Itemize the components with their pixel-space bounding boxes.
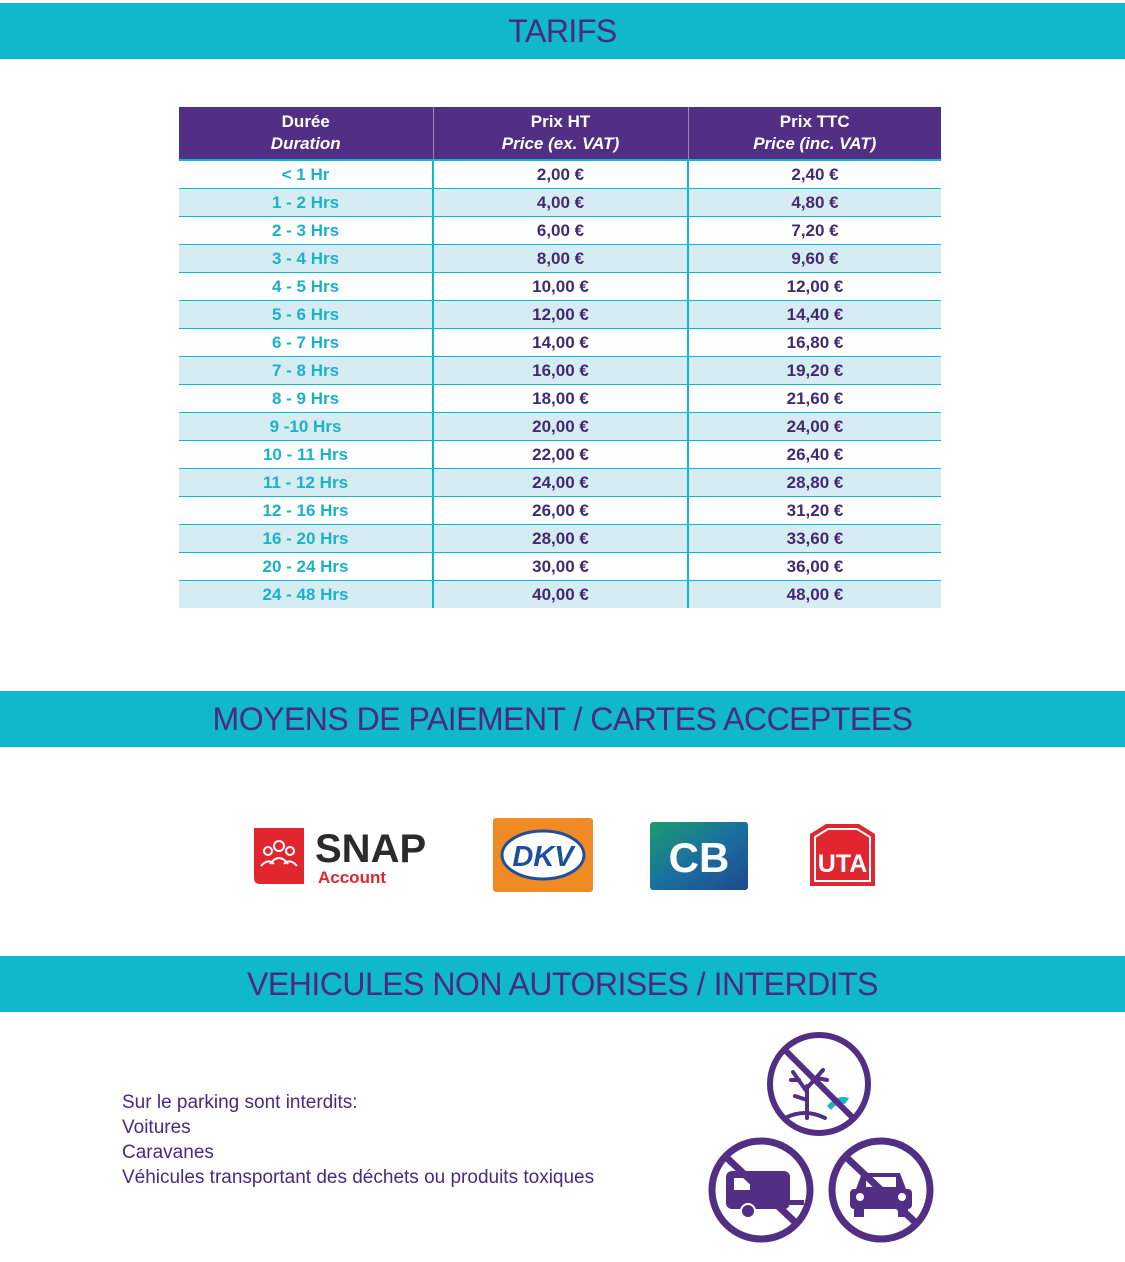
price-ttc-cell: 48,00 € <box>688 581 941 609</box>
price-ht-cell: 22,00 € <box>433 441 688 469</box>
tariff-row <box>179 160 941 189</box>
duration-cell: 20 - 24 Hrs <box>179 553 433 581</box>
tariff-row <box>179 245 941 273</box>
price-ttc-cell: 24,00 € <box>688 413 941 441</box>
tariff-header-row <box>179 107 941 160</box>
price-ht-cell: 12,00 € <box>433 301 688 329</box>
tariff-row <box>179 441 941 469</box>
cb-name: CB <box>668 834 730 881</box>
tariff-row <box>179 189 941 217</box>
price-ht-cell: 16,00 € <box>433 357 688 385</box>
price-ht-cell: 6,00 € <box>433 217 688 245</box>
duration-cell: 10 - 11 Hrs <box>179 441 433 469</box>
tarifs-title: TARIFS <box>508 12 617 49</box>
duration-cell: 11 - 12 Hrs <box>179 469 433 497</box>
snap-people-icon <box>254 828 304 884</box>
price-ht-cell: 8,00 € <box>433 245 688 273</box>
duration-cell: 24 - 48 Hrs <box>179 581 433 609</box>
header-duration-fr: Durée <box>281 112 330 131</box>
price-ttc-cell: 21,60 € <box>688 385 941 413</box>
tariff-row <box>179 469 941 497</box>
uta-name: UTA <box>817 850 868 878</box>
price-ttc-cell: 33,60 € <box>688 525 941 553</box>
price-ht-cell: 14,00 € <box>433 329 688 357</box>
duration-cell: 7 - 8 Hrs <box>179 357 433 385</box>
cb-logo <box>650 822 748 890</box>
duration-cell: 8 - 9 Hrs <box>179 385 433 413</box>
duration-cell: < 1 Hr <box>179 160 433 189</box>
price-ttc-cell: 19,20 € <box>688 357 941 385</box>
dkv-name: DKV <box>512 841 574 873</box>
tariff-row <box>179 301 941 329</box>
forbidden-item-caravans: Caravanes <box>122 1142 214 1163</box>
price-ttc-cell: 16,80 € <box>688 329 941 357</box>
duration-cell: 2 - 3 Hrs <box>179 217 433 245</box>
payment-banner <box>0 691 1125 747</box>
no-car-icon <box>826 1137 936 1243</box>
vehicles-banner <box>0 956 1125 1012</box>
header-price-ht-fr: Prix HT <box>530 112 591 131</box>
price-ttc-cell: 9,60 € <box>688 245 941 273</box>
tariff-table <box>179 107 941 608</box>
header-price-ttc <box>688 107 941 160</box>
tariff-row <box>179 525 941 553</box>
tariff-row <box>179 413 941 441</box>
header-price-ht <box>433 107 688 160</box>
tariff-row <box>179 553 941 581</box>
forbidden-item-cars: Voitures <box>122 1117 191 1138</box>
tariff-row <box>179 329 941 357</box>
price-ht-cell: 4,00 € <box>433 189 688 217</box>
header-duration-en: Duration <box>270 134 341 153</box>
duration-cell: 12 - 16 Hrs <box>179 497 433 525</box>
price-ttc-cell: 7,20 € <box>688 217 941 245</box>
price-ht-cell: 18,00 € <box>433 385 688 413</box>
tariff-row <box>179 497 941 525</box>
snap-name: SNAP <box>315 827 427 871</box>
duration-cell: 16 - 20 Hrs <box>179 525 433 553</box>
duration-cell: 5 - 6 Hrs <box>179 301 433 329</box>
dkv-logo <box>493 818 593 892</box>
duration-cell: 4 - 5 Hrs <box>179 273 433 301</box>
duration-cell: 3 - 4 Hrs <box>179 245 433 273</box>
price-ht-cell: 40,00 € <box>433 581 688 609</box>
price-ttc-cell: 4,80 € <box>688 189 941 217</box>
tariff-row <box>179 357 941 385</box>
snap-account-logo <box>252 826 438 884</box>
price-ht-cell: 28,00 € <box>433 525 688 553</box>
price-ht-cell: 26,00 € <box>433 497 688 525</box>
uta-logo <box>806 822 879 888</box>
duration-cell: 1 - 2 Hrs <box>179 189 433 217</box>
forbidden-item-toxic: Véhicules transportant des déchets ou produits toxiques <box>122 1167 595 1188</box>
forbidden-list <box>122 1090 682 1190</box>
tariff-row <box>179 581 941 609</box>
forbidden-intro: Sur le parking sont interdits: <box>122 1092 358 1113</box>
price-ttc-cell: 31,20 € <box>688 497 941 525</box>
header-price-ttc-fr: Prix TTC <box>779 112 850 131</box>
tarifs-banner <box>0 3 1125 59</box>
price-ttc-cell: 26,40 € <box>688 441 941 469</box>
price-ttc-cell: 2,40 € <box>688 160 941 189</box>
vehicles-title: VEHICULES NON AUTORISES / INTERDITS <box>247 965 878 1002</box>
header-price-ht-en: Price (ex. VAT) <box>501 134 620 153</box>
price-ttc-cell: 28,80 € <box>688 469 941 497</box>
header-price-ttc-en: Price (inc. VAT) <box>753 134 877 153</box>
price-ht-cell: 20,00 € <box>433 413 688 441</box>
snap-sub: Account <box>318 868 386 884</box>
duration-cell: 6 - 7 Hrs <box>179 329 433 357</box>
price-ht-cell: 10,00 € <box>433 273 688 301</box>
price-ttc-cell: 14,40 € <box>688 301 941 329</box>
tariff-row <box>179 217 941 245</box>
header-duration <box>179 107 433 160</box>
tariff-row <box>179 385 941 413</box>
no-caravan-icon <box>706 1137 816 1243</box>
price-ht-cell: 30,00 € <box>433 553 688 581</box>
no-pollution-icon <box>765 1030 873 1138</box>
duration-cell: 9 -10 Hrs <box>179 413 433 441</box>
tariff-row <box>179 273 941 301</box>
price-ttc-cell: 36,00 € <box>688 553 941 581</box>
price-ht-cell: 2,00 € <box>433 160 688 189</box>
payment-title: MOYENS DE PAIEMENT / CARTES ACCEPTEES <box>212 700 913 737</box>
price-ht-cell: 24,00 € <box>433 469 688 497</box>
price-ttc-cell: 12,00 € <box>688 273 941 301</box>
